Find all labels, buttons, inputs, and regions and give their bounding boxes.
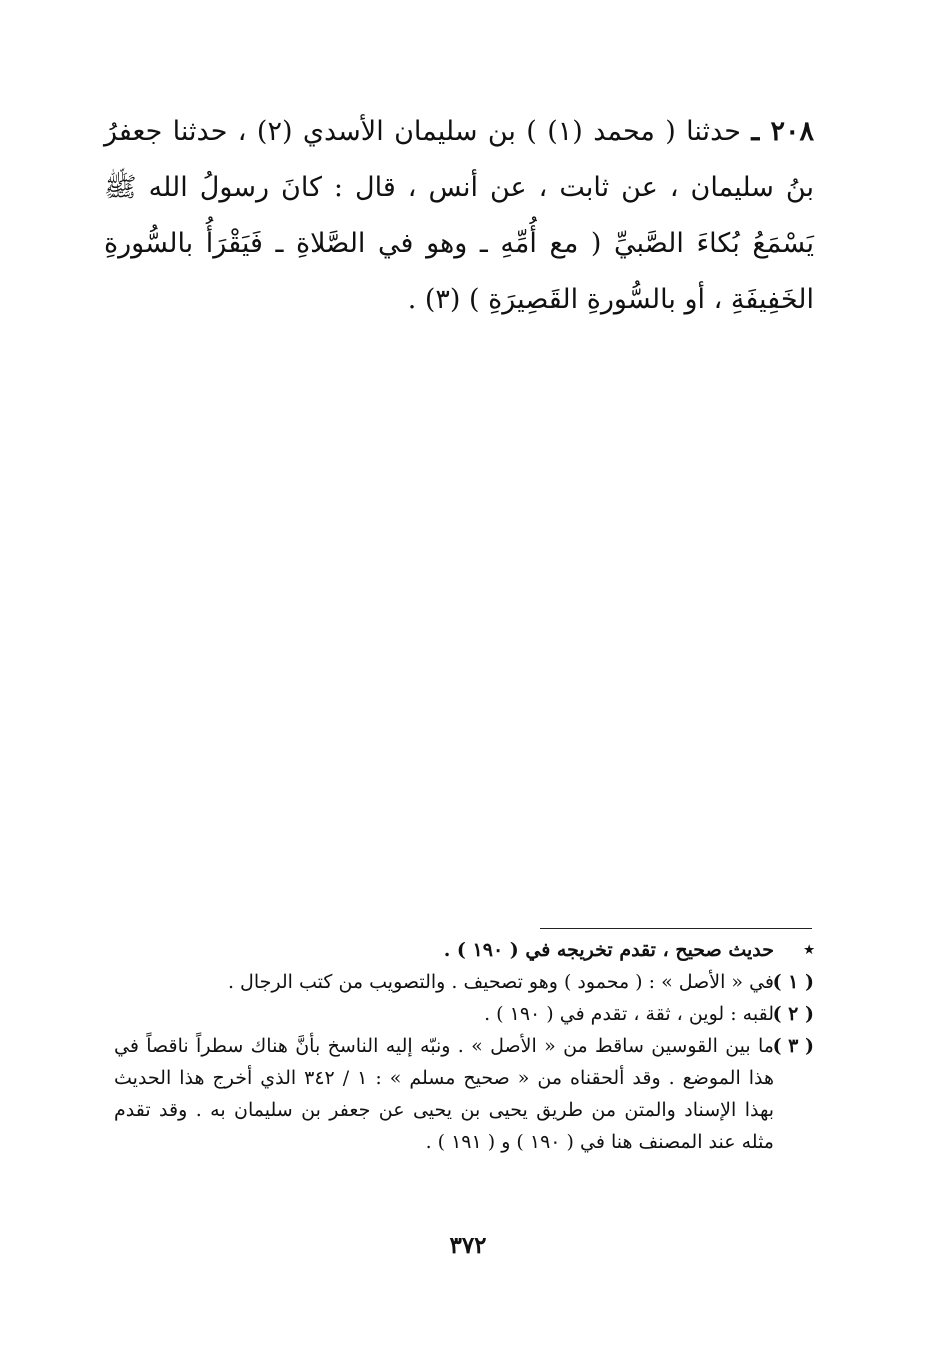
footnote-3 (114, 1030, 814, 1158)
footnote-text: حديث صحيح ، تقدم تخريجه في ( ١٩٠ ) . (443, 939, 774, 961)
footnote-text: في « الأصل » : ( محمود ) وهو تصحيف . والتصويب من كتب الرجال . (227, 971, 774, 993)
hadith-text: حدثنا ( محمد (١) ) بن سليمان الأسدي (٢) ، حدثنا جعفرُ بنُ سليمان ، عن ثابت ، عن أنس ، قال : كانَ رسولُ الله ﷺ يَسْمَعُ بُكاءَ الصَّبيِّ ( مع أُمِّهِ ـ وهو في الصَّلاةِ ـ فَيَقْرَأُ بالسُّورةِ الخَفِيفَةِ ، أو بالسُّورةِ القَصِيرَةِ ) (٣) . (104, 116, 814, 315)
footnote-marker: ( ٣ ) (772, 1035, 814, 1057)
star-marker: ٭ (804, 939, 814, 960)
footnote-takhrij (114, 934, 814, 966)
hadith-paragraph (104, 104, 814, 328)
footnotes (114, 934, 814, 1158)
footnote-2 (114, 998, 814, 1030)
footnote-marker: ( ١ ) (772, 971, 814, 993)
hadith-block (104, 104, 814, 328)
footnote-text: ما بين القوسين ساقط من « الأصل » . ونبّه إليه الناسخ بأنَّ هناك سطراً ناقصاً في هذا الموضع . وقد ألحقناه من « صحيح مسلم » : ١ / ٣٤٢ الذي أخرج هذا الحديث بهذا الإسناد والمتن من طريق يحيى بن يحيى عن جعفر بن سليمان به . وقد تقدم مثله عند المصنف هنا في ( ١٩٠ ) و ( ١٩١ ) . (114, 1035, 774, 1153)
footnote-divider (540, 928, 812, 929)
page-number: ٣٧٢ (449, 1232, 487, 1259)
hadith-number: ٢٠٨ ـ (751, 116, 814, 147)
footnote-text: لقبه : لوين ، ثقة ، تقدم في ( ١٩٠ ) . (484, 1003, 774, 1025)
footnote-marker: ( ٢ ) (772, 1003, 814, 1025)
footnote-1 (114, 966, 814, 998)
